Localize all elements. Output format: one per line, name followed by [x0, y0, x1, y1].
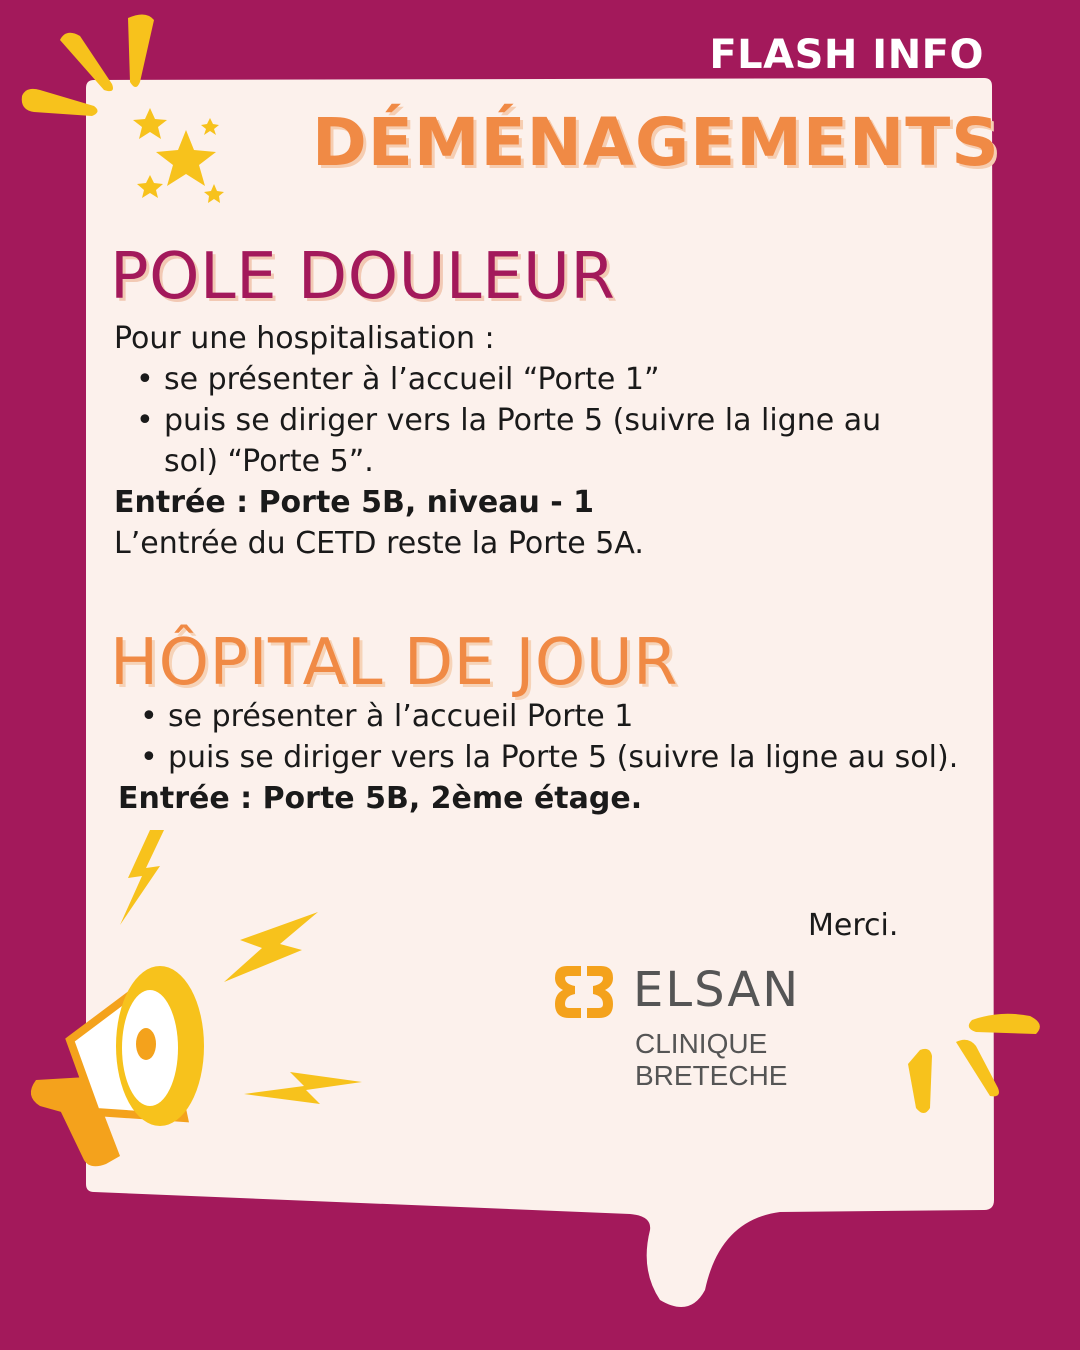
section-body-pole-douleur: [114, 318, 924, 564]
section-heading-pole-douleur: POLE DOULEUR: [110, 240, 616, 314]
elsan-logo: [553, 958, 923, 1091]
note-text: L’entrée du CETD reste la Porte 5A.: [114, 526, 644, 561]
entry-text: Entrée : Porte 5B, niveau - 1: [114, 485, 595, 520]
elsan-logo-icon: [553, 962, 615, 1022]
entry-text: Entrée : Porte 5B, 2ème étage.: [118, 781, 643, 816]
list-item: • puis se diriger vers la Porte 5 (suivre la ligne au sol) “Porte 5”.: [164, 400, 924, 482]
logo-name: ELSAN: [633, 962, 801, 1018]
page-title: DÉMÉNAGEMENTS: [312, 104, 1000, 181]
thanks-text: Merci.: [808, 908, 899, 943]
instruction-list: [118, 696, 958, 778]
list-item: • puis se diriger vers la Porte 5 (suivre la ligne au sol).: [168, 737, 958, 778]
list-item: • se présenter à l’accueil Porte 1: [168, 696, 958, 737]
section-heading-hopital-de-jour: HÔPITAL DE JOUR: [110, 626, 678, 700]
logo-subtitle: CLINIQUE BRETECHE: [635, 1028, 788, 1091]
list-item: • se présenter à l’accueil “Porte 1”: [164, 359, 924, 400]
flash-info-label: FLASH INFO: [709, 32, 984, 78]
instruction-list: [114, 359, 924, 482]
intro-text: Pour une hospitalisation :: [114, 321, 495, 356]
section-body-hopital-de-jour: [118, 696, 958, 819]
